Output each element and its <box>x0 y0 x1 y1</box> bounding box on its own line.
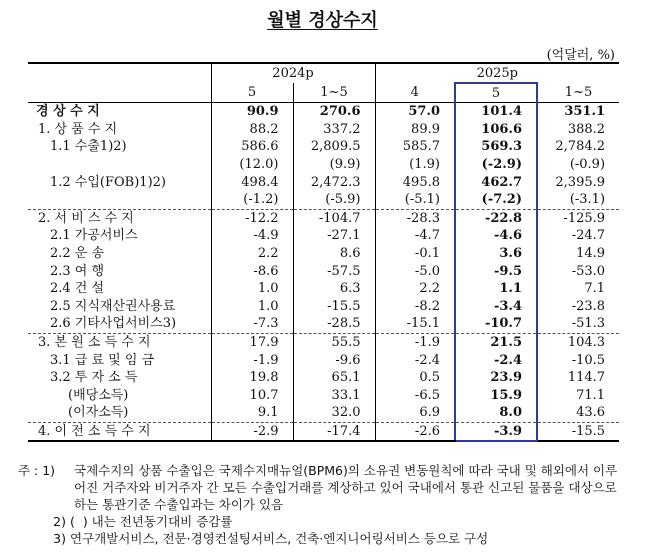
footnote-text: ( ) 내는 전년동기대비 증감률 <box>70 514 233 529</box>
cell-value: 55.5 <box>293 333 375 351</box>
table-row <box>28 315 619 333</box>
cell-value: 65.1 <box>293 369 375 387</box>
cell-highlight: (-7.2) <box>455 191 537 209</box>
cell-highlight: 3.6 <box>455 245 537 263</box>
cell-value: -8.2 <box>375 298 455 316</box>
header-period: 4 <box>375 83 455 103</box>
cell-highlight: (-2.9) <box>455 156 537 174</box>
cell-value: 6.9 <box>375 404 455 422</box>
table-row <box>28 103 619 121</box>
cell-value: 498.4 <box>211 173 293 191</box>
cell-highlight: -3.9 <box>455 422 537 441</box>
row-label: 2.1 가공서비스 <box>50 228 138 244</box>
cell-value: -15.5 <box>537 422 619 441</box>
cell-value: 0.5 <box>375 369 455 387</box>
cell-value: (12.0) <box>211 156 293 174</box>
footnotes <box>18 462 628 547</box>
cell-value: 7.1 <box>537 280 619 298</box>
cell-value: (-1.2) <box>211 191 293 209</box>
cell-value: (-5.1) <box>375 191 455 209</box>
cell-value: 1.0 <box>211 280 293 298</box>
cell-value: 270.6 <box>293 103 375 121</box>
unit-label: (억달러, %) <box>546 48 615 63</box>
cell-value: -51.3 <box>537 315 619 333</box>
header-year-2024: 2024p <box>211 63 375 83</box>
cell-highlight: 15.9 <box>455 387 537 405</box>
row-label: 2.5 지식재산권사용료 <box>50 298 176 314</box>
cell-value: -27.1 <box>293 227 375 245</box>
cell-value: -12.2 <box>211 209 293 227</box>
cell-value: 2,809.5 <box>293 138 375 156</box>
cell-highlight: 23.9 <box>455 369 537 387</box>
table-row <box>28 351 619 369</box>
row-label: 2.4 건 설 <box>50 281 105 297</box>
cell-highlight: -10.7 <box>455 315 537 333</box>
cell-highlight: 8.0 <box>455 404 537 422</box>
footnote-item <box>18 530 628 547</box>
footnote-item <box>18 462 628 513</box>
row-label: 3. 본 원 소 득 수 지 <box>28 333 211 351</box>
cell-value: 90.9 <box>211 103 293 121</box>
cell-value: 43.6 <box>537 404 619 422</box>
cell-value: -8.6 <box>211 262 293 280</box>
cell-value: 71.1 <box>537 387 619 405</box>
cell-value: -4.9 <box>211 227 293 245</box>
cell-value: 1.0 <box>211 298 293 316</box>
cell-highlight: 1.1 <box>455 280 537 298</box>
cell-value: -17.4 <box>293 422 375 441</box>
row-label: 경 상 수 지 <box>36 104 100 120</box>
row-label: 2.6 기타사업서비스3) <box>50 316 177 332</box>
table-row <box>28 191 619 209</box>
cell-value: 8.6 <box>293 245 375 263</box>
cell-value: 17.9 <box>211 333 293 351</box>
header-row-periods <box>28 83 619 103</box>
cell-highlight: 106.6 <box>455 121 537 139</box>
row-label: 4. 이 전 소 득 수 지 <box>28 422 211 441</box>
cell-value: -2.6 <box>375 422 455 441</box>
cell-value: 6.3 <box>293 280 375 298</box>
cell-value: 88.2 <box>211 121 293 139</box>
cell-value: -57.5 <box>293 262 375 280</box>
row-label: 1. 상 품 수 지 <box>38 121 118 137</box>
cell-value: -5.0 <box>375 262 455 280</box>
header-row-years <box>28 63 619 83</box>
row-label: (이자소득) <box>68 405 129 421</box>
cell-highlight: 101.4 <box>455 103 537 121</box>
cell-highlight: -2.4 <box>455 351 537 369</box>
table-row <box>28 280 619 298</box>
cell-value: 337.2 <box>293 121 375 139</box>
cell-value: 2,395.9 <box>537 173 619 191</box>
table-row <box>28 138 619 156</box>
cell-value: (1.9) <box>375 156 455 174</box>
header-period-highlight: 5 <box>455 83 537 103</box>
row-label: 2. 서 비 스 수 지 <box>28 209 211 227</box>
cell-highlight: -4.6 <box>455 227 537 245</box>
cell-value: -2.4 <box>375 351 455 369</box>
cell-value: 10.7 <box>211 387 293 405</box>
row-label: 1.1 수출1)2) <box>50 139 127 155</box>
row-label: 2.2 운 송 <box>50 246 105 262</box>
cell-value: 351.1 <box>537 103 619 121</box>
cell-value: -28.3 <box>375 209 455 227</box>
cell-value: -28.5 <box>293 315 375 333</box>
cell-value: -23.8 <box>537 298 619 316</box>
current-account-table <box>28 62 619 442</box>
table-row <box>28 369 619 387</box>
cell-value: -4.7 <box>375 227 455 245</box>
cell-highlight: 569.3 <box>455 138 537 156</box>
cell-value: -7.3 <box>211 315 293 333</box>
table-row <box>28 156 619 174</box>
cell-value: -15.5 <box>293 298 375 316</box>
table-row <box>28 404 619 422</box>
header-year-2025: 2025p <box>375 63 619 83</box>
cell-value: (-5.9) <box>293 191 375 209</box>
table-row <box>28 422 619 441</box>
cell-value: -1.9 <box>375 333 455 351</box>
footnote-text: 연구개발서비스, 전문·경영컨설팅서비스, 건축·엔지니어링서비스 등으로 구성 <box>70 531 489 546</box>
cell-value: 33.1 <box>293 387 375 405</box>
cell-value: 114.7 <box>537 369 619 387</box>
header-period: 1~5 <box>537 83 619 103</box>
table-row <box>28 173 619 191</box>
cell-value: -24.7 <box>537 227 619 245</box>
page-title: 월별 경상수지 <box>267 10 378 31</box>
cell-highlight: -3.4 <box>455 298 537 316</box>
cell-value: -1.9 <box>211 351 293 369</box>
cell-value: -9.6 <box>293 351 375 369</box>
header-period: 5 <box>211 83 293 103</box>
footnote-item <box>18 513 628 530</box>
cell-highlight: 21.5 <box>455 333 537 351</box>
table-row <box>28 227 619 245</box>
cell-value: 388.2 <box>537 121 619 139</box>
footnote-key: 2) <box>53 514 66 529</box>
row-label: 1.2 수입(FOB)1)2) <box>50 174 166 190</box>
table-row <box>28 209 619 227</box>
cell-value: -0.1 <box>375 245 455 263</box>
table-row <box>28 333 619 351</box>
cell-value: 104.3 <box>537 333 619 351</box>
cell-value: -2.9 <box>211 422 293 441</box>
footnote-key: 3) <box>53 531 66 546</box>
cell-value: 2.2 <box>211 245 293 263</box>
cell-value: 57.0 <box>375 103 455 121</box>
row-label: 2.3 여 행 <box>50 263 105 279</box>
row-label: (배당소득) <box>68 387 129 403</box>
cell-value: -6.5 <box>375 387 455 405</box>
cell-value: 32.0 <box>293 404 375 422</box>
cell-value: 2,784.2 <box>537 138 619 156</box>
row-label <box>28 156 211 174</box>
cell-highlight: -22.8 <box>455 209 537 227</box>
cell-highlight: 462.7 <box>455 173 537 191</box>
cell-value: 495.8 <box>375 173 455 191</box>
cell-value: 585.7 <box>375 138 455 156</box>
cell-value: 9.1 <box>211 404 293 422</box>
table-row <box>28 298 619 316</box>
row-label: 3.2 투 자 소 득 <box>50 370 138 386</box>
cell-value: 2,472.3 <box>293 173 375 191</box>
row-label: 3.1 급 료 및 임 금 <box>50 352 155 368</box>
cell-value: 19.8 <box>211 369 293 387</box>
cell-value: -125.9 <box>537 209 619 227</box>
table-row <box>28 245 619 263</box>
table-row <box>28 387 619 405</box>
cell-value: -15.1 <box>375 315 455 333</box>
cell-value: 89.9 <box>375 121 455 139</box>
cell-value: 2.2 <box>375 280 455 298</box>
cell-value: 586.6 <box>211 138 293 156</box>
cell-value: (9.9) <box>293 156 375 174</box>
table-row <box>28 121 619 139</box>
cell-value: -10.5 <box>537 351 619 369</box>
cell-value: (-0.9) <box>537 156 619 174</box>
footnote-key: 주 : 1) <box>18 463 56 478</box>
cell-value: -53.0 <box>537 262 619 280</box>
cell-highlight: -9.5 <box>455 262 537 280</box>
footnote-text: 국제수지의 상품 수출입은 국제수지매뉴얼(BPM6)의 소유권 변동원칙에 따라 국내 및 해외에서 이루어진 거주자와 비거주자 간 모든 수출입거래를 계상하고 있어 국내에서 통관 신고된 물품을 대상으로 하는 통관기준 수출입과는 차이가 있음 <box>74 463 621 512</box>
table-row <box>28 262 619 280</box>
cell-value: -104.7 <box>293 209 375 227</box>
cell-value: 14.9 <box>537 245 619 263</box>
cell-value: (-3.1) <box>537 191 619 209</box>
row-label <box>28 191 211 209</box>
header-period: 1~5 <box>293 83 375 103</box>
